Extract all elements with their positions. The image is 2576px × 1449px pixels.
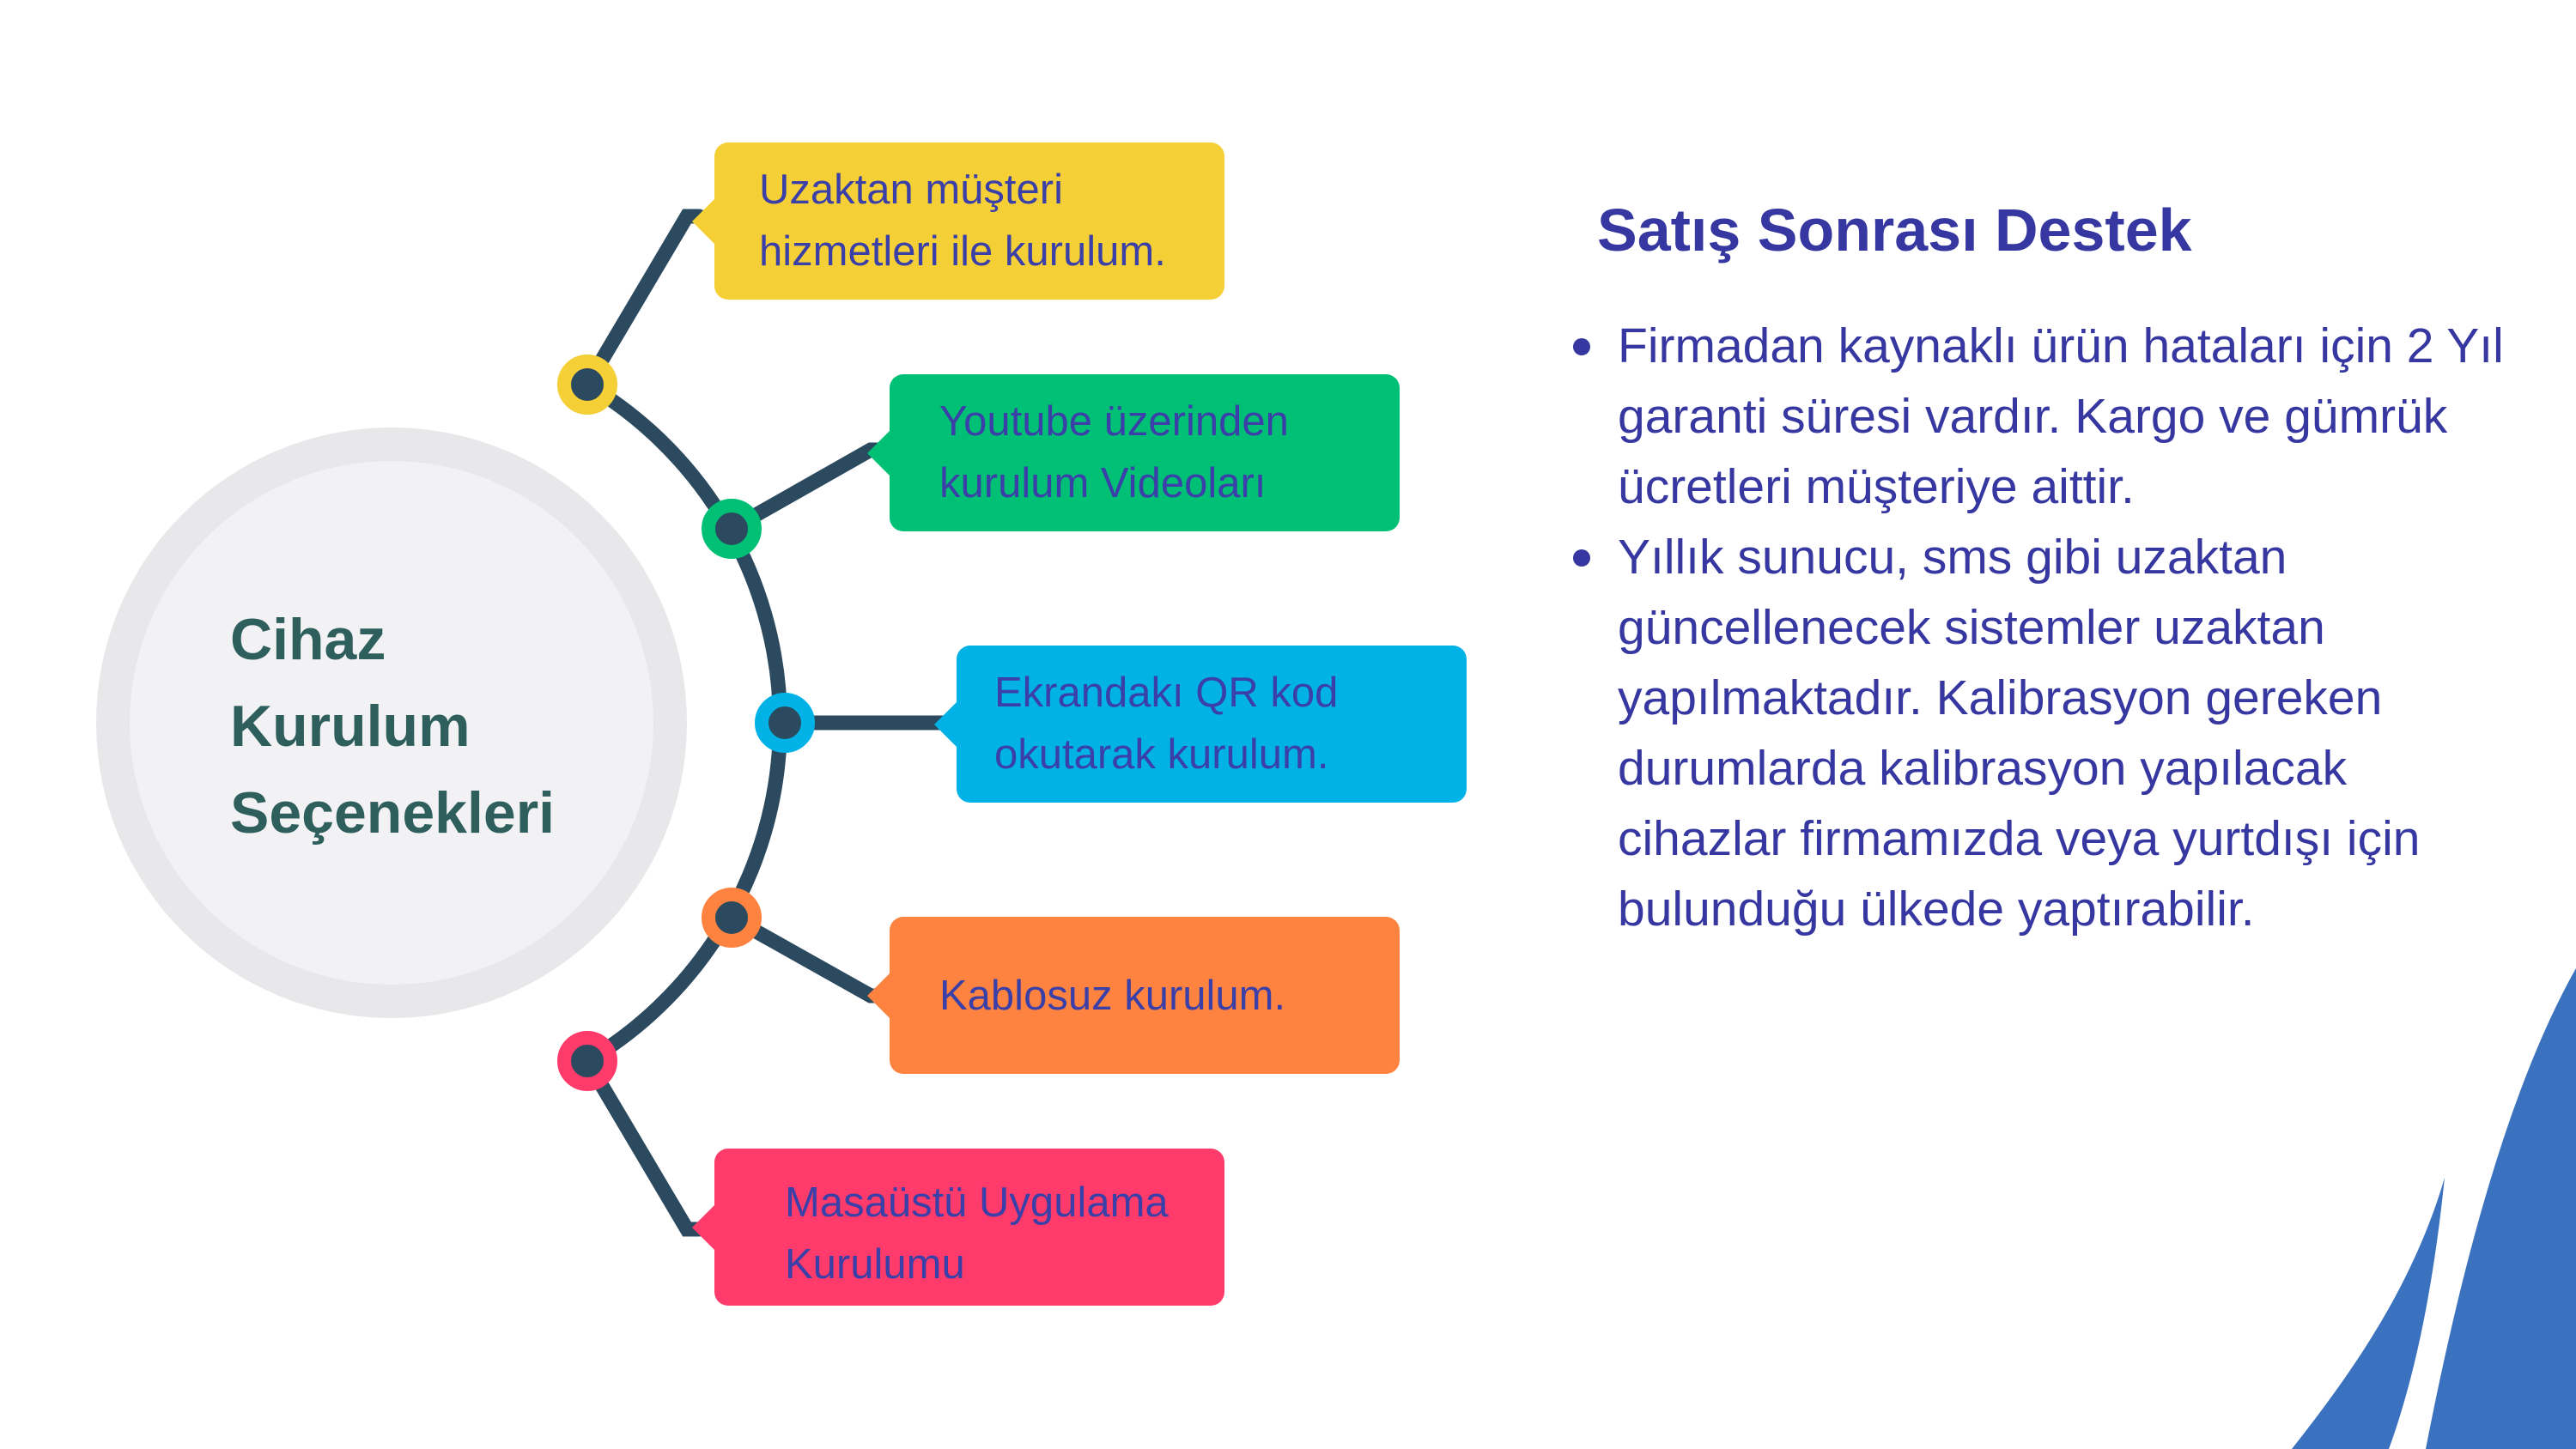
support-bullet-list xyxy=(1568,311,2521,944)
option-remote-support: Uzaktan müşteri hizmetleri ile kurulum. xyxy=(714,142,1224,300)
hub-title: Cihaz Kurulum Seçenekleri xyxy=(230,607,556,846)
option-wireless: Kablosuz kurulum. xyxy=(890,917,1400,1074)
decorative-corner-wave xyxy=(2267,968,2576,1449)
branch-line-1 xyxy=(587,216,699,385)
corner-wave-strip xyxy=(2292,1178,2445,1449)
node-dot-1 xyxy=(564,361,611,408)
bullet-text: Firmadan kaynaklı ürün hataları için 2 Yıl garanti süresi vardır. Kargo ve gümrük ücretleri müşteriye aittir. xyxy=(1618,318,2504,514)
node-dot-3 xyxy=(762,700,808,746)
branch-line-5 xyxy=(587,1061,699,1229)
support-bullet-warranty xyxy=(1568,311,2521,522)
support-bullet-remote-updates xyxy=(1568,522,2521,944)
option-qr-code: Ekrandakı QR kod okutarak kurulum. xyxy=(957,646,1467,803)
node-dot-4 xyxy=(708,894,755,941)
bullet-dot-icon xyxy=(1573,549,1590,567)
node-dot-2 xyxy=(708,506,755,552)
bullet-text: Yıllık sunucu, sms gibi uzaktan güncellenecek sistemler uzaktan yapılmaktadır. Kalibrasyon gereken durumlarda kalibrasyon yapılacak cihazlar firmamızda veya yurtdışı için bulunduğu ülkede yaptırabilir. xyxy=(1618,530,2421,937)
support-title: Satış Sonrası Destek xyxy=(1597,197,2192,264)
node-dot-5 xyxy=(564,1038,611,1084)
option-youtube-videos: Youtube üzerinden kurulum Videoları xyxy=(890,374,1400,531)
option-desktop-app: Masaüstü Uygulama Kurulumu xyxy=(714,1149,1224,1306)
corner-wave-main xyxy=(2426,968,2576,1449)
bullet-dot-icon xyxy=(1573,338,1590,355)
